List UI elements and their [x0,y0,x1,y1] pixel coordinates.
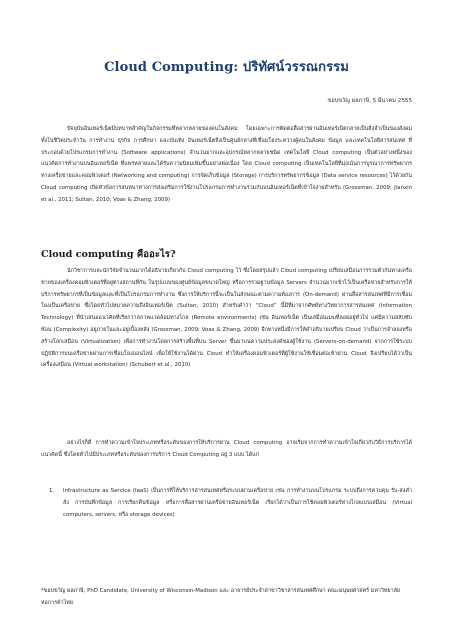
author-footnote: *ขอบขวัญ ผลภาษี, PhD Candidate, University of Wisconsin-Madison และ อาจารย์ประจำสาขาวิชาสารสนเทศศึกษา คณะมนุษยศาสตร์ มหาวิทยาลัยหอการค้าไทย [41,588,401,606]
intro-paragraph: ปัจจุบันอินเทอร์เน็ตมีบทบาทสำคัญในกิจกรรมที่หลากหลายของคนในสังคม โดยเฉพาะการติดต่อสื่อสารผ่านอินเทอร์เน็ตกลายเป็นสิ่งจำเป็นของสังคม ทั้งในชีวิตประจำวัน การทำงาน ธุรกิจ การศึกษา และบันเทิง อินเทอร์เน็ตจึงเป็นศูนย์กลางที่เชื่อมโยงระหว่างผู้คนในสังคม ข้อมูล และเทคโนโลยีสารสนเทศ ที่ประกอบด้วยโปรแกรมการทำงาน (Software applications) จำนวนมากและอุปกรณ์หลากหลายชนิด เทคโนโลยี Cloud computing เป็นตัวอย่างหนึ่งของแนวคิดการทำงานบนอินเทอร์เน็ต ที่แพร่หลายและได้รับความนิยมเพิ่มขึ้นอย่างต่อเนื่อง โดย Cloud computing เป็นเทคโนโลยีที่มุ่งเน้นการบูรณาการทรัพยากรทางเครือข่ายและคอมพิวเตอร์ (Networking and computing) การจัดเก็บข้อมูล (Storage) การบริการทรัพยากรข้อมูล (Data service resources) ไว้ด้วยกัน Cloud computing เปิดหัวข้อการสนทนาทางการส่งเสริมการใช้งานโปรแกรมการทำงานร่วมกันบนอินเทอร์เน็ตที่เข้าใจง่ายสำหรับ (Grossman, 2009; Jianxin et al., 2011; Sultan, 2010; Voas & Zhang, 2009) [41,126,412,203]
services-paragraph: อย่างไรก็ดี การทำความเข้าใจประเภทหรือระดับของการให้บริการผ่าน Cloud computing อาจเริ่มจากการทำความเข้าใจเกี่ยวกับวิธีการบริการได้แนวคิดนี้ ซึ่งโดยทั่วไปมีประเภทหรือระดับของการบริการ Cloud Computing อยู่ 3 แบบ ได้แก่ [41,440,412,458]
section-heading: Cloud computing คืออะไร? [41,249,176,260]
document-title: Cloud Computing: ปริทัศน์วรรณกรรม [104,60,349,75]
list-item-text: Infrastructure as Service (IaaS) เป็นการที่ให้บริการสารสนเทศหรือระบบผ่านเครือข่าย เช่น การทำงานบนโปรแกรม ระบบถึงการควบคุม รับ-ส่งคำสั่ง การบันทึกข้อมูล การเรียกคืนข้อมูล หรือการสื่อสารผ่านเครือข่ายอินเทอร์เน็ต เรียกได้ว่าเป็นการใช้คอมพิวเตอร์ทางไกลแบบเสมือน (Virtual computers, servers, หรือ storage devices) [63,488,412,518]
list-item-number: 1. [49,488,55,494]
author-date-line: ขอบขวัญ ผลภาษี, 5 มีนาคม 2555 [327,98,412,104]
definition-paragraph: นักวิชาการและนักวิจัยจำนวนมากได้อธิบายเกี่ยวกับ Cloud computing ไว้ ซึ่งโดยสรุปแล้ว Cloud computing เปรียบเสมือนการรวมตัวกันทางเครือข่ายของเครื่องคอมพิวเตอร์ที่อยู่ต่างสถานที่กัน ในรูปแบบของศูนย์ข้อมูลขนาดใหญ่ หรือการรวมฐานข้อมูล Servers จำนวนมากเข้าไว้เป็นเครือข่ายสำหรับการให้บริการทรัพยากรที่เป็นข้อมูลและที่เป็นโปรแกรมการทำงาน ซึ่งการให้บริการนี้จะเป็นในลักษณะตามความต้องการ (On-demand) ผ่านสื่อสารสนเทศที่มีการเชื่อมโยงเป็นเครือข่าย ซึ่งโดยทั่วไปหมายความถึงอินเทอร์เน็ต (Sultan, 2010) สำหรับคำว่า “Cloud” นี้มีที่มาจากศัพท์ทางวิทยาการสารสนเทศ (Information Technology) ที่นำเสนอแนวคิดที่เรียกว่าสภาพแวดล้อมทางไกล (Remote environments) เช่น อินเทอร์เน็ต เป็นเสมือนเมฆที่ลอยอยู่ทั่วไป แต่มีความสลับซับซ้อน (Complexity) อยู่ภายในและอยู่เบื้องหลัง (Grossman, 2009; Voas & Zhang, 2009) อีกทางหนึ่งมีการให้คำอธิบายเปรียบ Cloud ว่าเป็นการจำลองหรือสร้างโลกเสมือน (Virtualization) เพื่อการทำงานโดยการสร้างพื้นที่บน Server ขึ้นมาบนความประสงค์ของผู้ใช้งาน (Servers-on-demand) จากการใช้ระบบปฏิบัติการบนเครือข่ายผ่านการเชื่อมโยงออนไลน์ เพื่อให้ใช้งานได้ผ่าน Cloud ทำให้เครื่องคอมพิวเตอร์ที่ผู้ใช้งานใช้เชื่อมต่อเข้าผ่าน Cloud จึงเปรียบได้ว่าเป็นเครื่องเสมือน (Virtual workstation) (Schubert et al., 2010) [41,268,412,369]
